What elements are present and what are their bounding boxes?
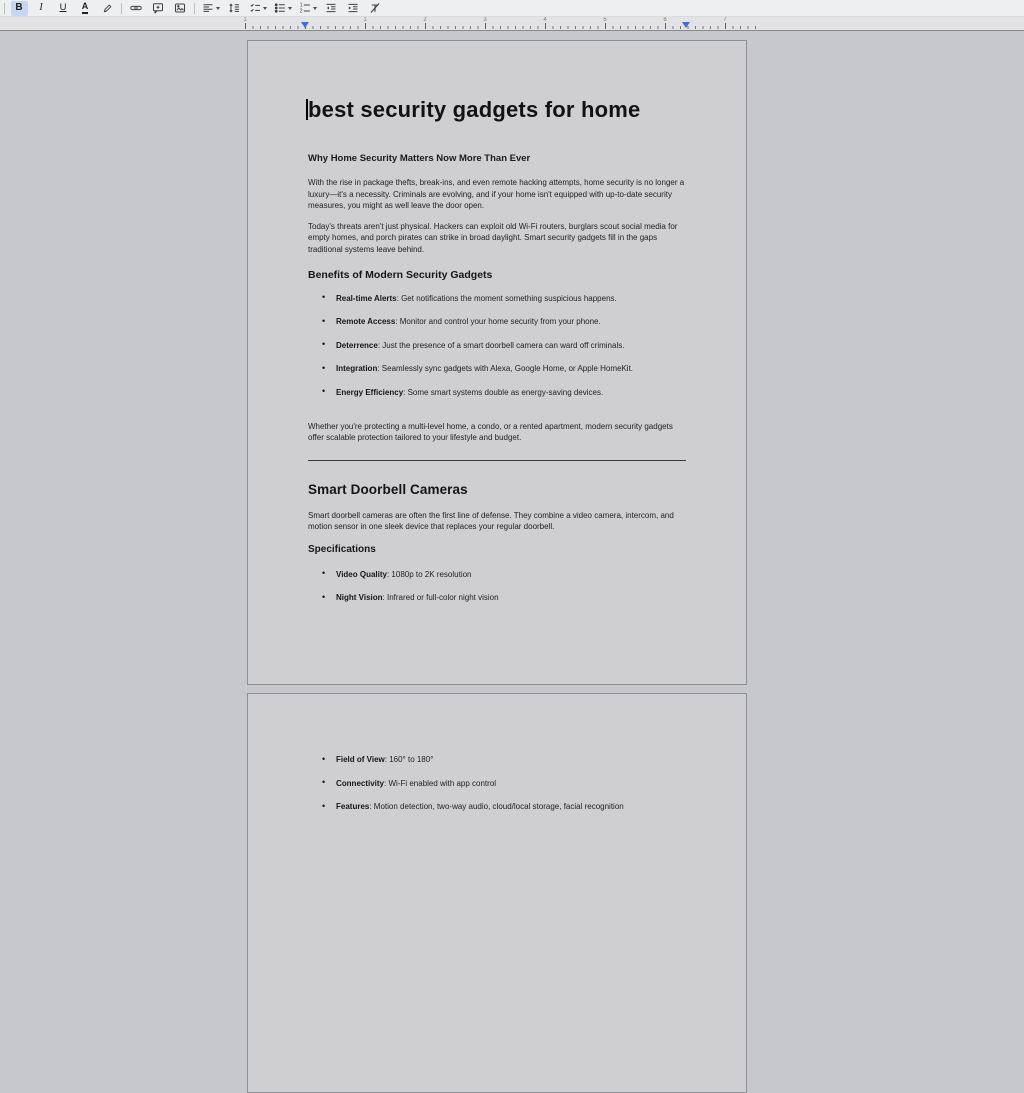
list-item bbox=[308, 363, 686, 374]
list-item-term: Remote Access bbox=[336, 317, 396, 327]
left-indent-marker[interactable] bbox=[301, 22, 309, 28]
document-title-text: best security gadgets for home bbox=[308, 97, 641, 122]
specifications-list-continued bbox=[308, 754, 686, 812]
list-item-desc: : Wi-Fi enabled with app control bbox=[384, 778, 497, 788]
bulleted-list-icon bbox=[274, 2, 286, 14]
line-spacing-icon bbox=[228, 2, 240, 14]
ruler-number: 1 bbox=[363, 17, 367, 23]
toolbar-separator bbox=[194, 3, 195, 14]
chevron-down-icon bbox=[313, 7, 317, 10]
align-button[interactable] bbox=[201, 1, 221, 16]
list-item-desc: : Motion detection, two-way audio, cloud/local storage, facial recognition bbox=[369, 802, 624, 811]
list-item bbox=[308, 592, 686, 603]
heading-why-security-matters: Why Home Security Matters Now More Than Ever bbox=[308, 153, 531, 164]
link-icon bbox=[130, 2, 142, 14]
document-page-1[interactable] bbox=[247, 40, 747, 685]
list-item bbox=[308, 316, 686, 327]
ruler-number: 2 bbox=[423, 17, 427, 23]
list-item-term: Night Vision bbox=[336, 593, 383, 603]
list-item-desc: : Infrared or full-color night vision bbox=[382, 593, 499, 603]
list-item bbox=[308, 340, 686, 351]
underline-icon: U bbox=[59, 2, 67, 14]
svg-text:1: 1 bbox=[299, 2, 303, 9]
list-item bbox=[308, 293, 686, 304]
list-item-desc: : Monitor and control your home security from your phone. bbox=[395, 317, 601, 327]
document-title bbox=[308, 97, 686, 123]
list-item-term: Real-time Alerts bbox=[336, 293, 397, 303]
horizontal-divider bbox=[308, 460, 686, 461]
insert-image-button[interactable] bbox=[172, 1, 189, 16]
list-item bbox=[308, 778, 686, 789]
list-item-desc: : 1080p to 2K resolution bbox=[386, 569, 472, 579]
increase-indent-icon bbox=[347, 2, 359, 14]
list-item-term: Video Quality bbox=[336, 569, 387, 579]
insert-link-button[interactable] bbox=[128, 1, 145, 16]
decrease-indent-icon bbox=[325, 2, 337, 14]
heading-smart-doorbell-cameras: Smart Doorbell Cameras bbox=[308, 481, 468, 497]
paragraph: Today's threats aren't just physical. Hackers can exploit old Wi-Fi routers, burglars scout social media for empty homes, and porch pirates can strike in broad daylight. Smart security gadgets fill in the gaps traditional systems leave behind. bbox=[308, 221, 678, 254]
list-item-term: Energy Efficiency bbox=[336, 387, 404, 397]
ruler-number: 7 bbox=[723, 17, 727, 23]
ruler-number: 6 bbox=[663, 17, 667, 23]
image-icon bbox=[174, 2, 186, 14]
specifications-list bbox=[308, 569, 686, 604]
text-cursor bbox=[306, 99, 308, 120]
list-item-desc: : Get notifications the moment something suspicious happens. bbox=[396, 293, 617, 303]
paragraph: Smart doorbell cameras are often the first line of defense. They combine a video camera, intercom, and motion sensor in one sleek device that replaces your regular doorbell. bbox=[308, 510, 674, 532]
list-item bbox=[308, 387, 686, 398]
paragraph: With the rise in package thefts, break-ins, and even remote hacking attempts, home security is no longer a luxury—it's a necessity. Criminals are evolving, and if your home isn't equipped with up-to-date security measures, you might as well leave the door open. bbox=[308, 178, 685, 211]
list-item-desc: : 160° to 180° bbox=[384, 755, 434, 764]
bold-icon: B bbox=[15, 2, 23, 13]
svg-text:2: 2 bbox=[299, 8, 303, 14]
heading-specifications: Specifications bbox=[308, 543, 376, 555]
checklist-button[interactable] bbox=[248, 1, 268, 16]
ruler-number: 3 bbox=[483, 17, 487, 23]
ruler-number: 4 bbox=[543, 17, 547, 23]
formatting-toolbar bbox=[0, 0, 1024, 17]
list-item bbox=[308, 754, 686, 765]
clear-formatting-icon bbox=[369, 2, 381, 14]
add-comment-button[interactable] bbox=[150, 1, 167, 16]
underline-button[interactable] bbox=[55, 1, 72, 16]
toolbar-separator bbox=[4, 3, 5, 14]
numbered-list-button[interactable] bbox=[298, 1, 318, 16]
paragraph: Whether you're protecting a multi-level home, a condo, or a rented apartment, modern security gadgets offer scalable protection tailored to your lifestyle and budget. bbox=[308, 421, 673, 443]
decrease-indent-button[interactable] bbox=[323, 1, 340, 16]
italic-button[interactable] bbox=[33, 1, 50, 16]
chevron-down-icon bbox=[216, 7, 220, 10]
horizontal-ruler bbox=[0, 17, 1024, 31]
bulleted-list-button[interactable] bbox=[273, 1, 293, 16]
bold-button[interactable] bbox=[11, 1, 28, 16]
list-item-desc: : Some smart systems double as energy-saving devices. bbox=[403, 387, 604, 397]
chevron-down-icon bbox=[263, 7, 267, 10]
ruler-inch-ticks bbox=[245, 23, 756, 29]
italic-icon: I bbox=[39, 2, 43, 13]
document-page-2[interactable] bbox=[247, 693, 747, 1093]
checklist-icon bbox=[249, 2, 261, 14]
chevron-down-icon bbox=[288, 7, 292, 10]
comment-icon bbox=[152, 2, 164, 14]
highlighter-icon bbox=[102, 3, 113, 14]
list-item-term: Features bbox=[336, 802, 370, 811]
numbered-list-icon bbox=[299, 2, 311, 14]
list-item-term: Integration bbox=[336, 364, 378, 374]
list-item-desc: : Seamlessly sync gadgets with Alexa, Google Home, or Apple HomeKit. bbox=[377, 364, 634, 374]
text-color-icon: A bbox=[82, 2, 89, 14]
increase-indent-button[interactable] bbox=[345, 1, 362, 16]
highlight-color-button[interactable] bbox=[99, 1, 116, 16]
list-item bbox=[308, 569, 686, 580]
ruler-number: 1 bbox=[243, 17, 247, 23]
right-indent-marker[interactable] bbox=[682, 22, 690, 28]
heading-benefits: Benefits of Modern Security Gadgets bbox=[308, 268, 493, 281]
benefits-list bbox=[308, 293, 686, 398]
ruler-number: 5 bbox=[603, 17, 607, 23]
list-item-term: Field of View bbox=[336, 755, 385, 764]
clear-formatting-button[interactable] bbox=[367, 1, 384, 16]
align-left-icon bbox=[202, 2, 214, 14]
list-item-term: Deterrence bbox=[336, 340, 378, 350]
text-color-button[interactable] bbox=[77, 1, 94, 16]
toolbar-separator bbox=[121, 3, 122, 14]
list-item-term: Connectivity bbox=[336, 778, 385, 788]
list-item bbox=[308, 801, 686, 812]
list-item-desc: : Just the presence of a smart doorbell camera can ward off criminals. bbox=[377, 340, 625, 350]
line-spacing-button[interactable] bbox=[226, 1, 243, 16]
